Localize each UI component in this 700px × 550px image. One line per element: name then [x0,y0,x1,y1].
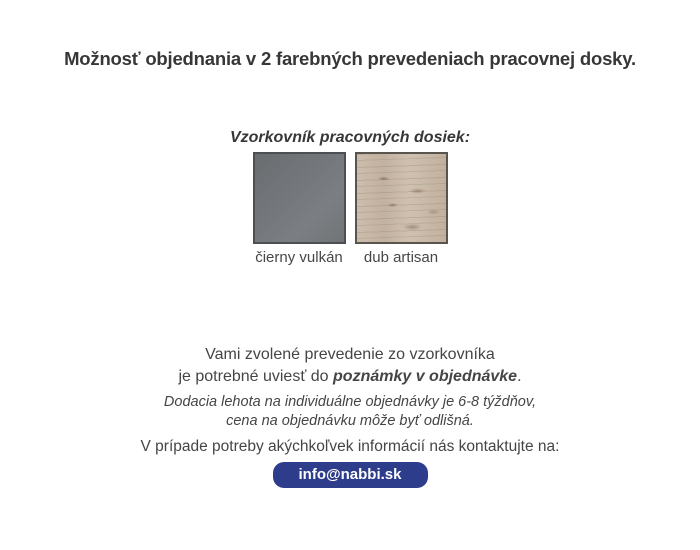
swatch-label-cierny-vulkan: čierny vulkán [255,249,343,266]
sampler-heading: Vzorkovník pracovných dosiek: [229,129,471,146]
email-button[interactable]: info@nabbi.sk [273,462,428,488]
delivery-note-line-2: cena na objednávku môže byť odlišná. [226,413,474,429]
delivery-note-line-1: Dodacia lehota na individuálne objednávky je 6-8 týždňov, [163,394,537,410]
swatch-col-cierny-vulkan [253,152,346,266]
swatch-label-dub-artisan: dub artisan [363,249,439,266]
swatch-image-dub-artisan [355,152,448,244]
swatch-image-cierny-vulkan [253,152,346,244]
note-line-1: Vami zvolené prevedenie zo vzorkovníka [205,346,495,363]
swatch-col-dub-artisan [355,152,448,266]
page-title: Možnosť objednania v 2 farebných prevedeniach pracovnej dosky. [64,48,636,69]
note-line-2-suffix: . [517,368,522,385]
note-line-2-emphasis: poznámky v objednávke [333,368,518,385]
note-block [0,344,700,488]
swatch-row [0,152,700,266]
contact-line: V prípade potreby akýchkoľvek informácií nás kontaktujte na: [140,438,560,455]
note-line-2-prefix: je potrebné uviesť do [178,368,334,385]
note-line-2 [0,366,700,388]
